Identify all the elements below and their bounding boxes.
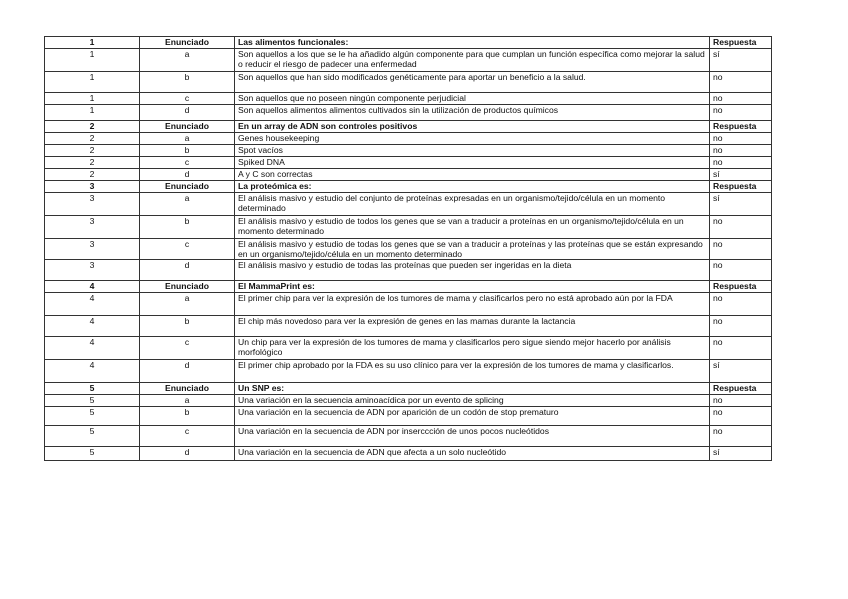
option-letter: c xyxy=(140,426,235,447)
option-question-number: 2 xyxy=(45,145,140,157)
answer-header: Respuesta xyxy=(710,181,772,193)
option-answer: no xyxy=(710,293,772,316)
enunciado-label: Enunciado xyxy=(140,383,235,395)
option-answer: sí xyxy=(710,193,772,216)
question-header-row xyxy=(45,181,772,193)
option-text: Son aquellos que han sido modificados genéticamente para aportar un beneficio a la salud. xyxy=(235,72,710,93)
option-text: Genes housekeeping xyxy=(235,133,710,145)
option-row xyxy=(45,93,772,105)
option-question-number: 2 xyxy=(45,157,140,169)
option-letter: c xyxy=(140,157,235,169)
option-answer: no xyxy=(710,239,772,260)
option-question-number: 5 xyxy=(45,407,140,426)
option-text: Son aquellos que no poseen ningún componente perjudicial xyxy=(235,93,710,105)
option-answer: no xyxy=(710,426,772,447)
option-question-number: 1 xyxy=(45,72,140,93)
option-letter: a xyxy=(140,395,235,407)
question-text: La proteómica es: xyxy=(235,181,710,193)
option-text: El primer chip para ver la expresión de los tumores de mama y clasificarlos pero no está aprobado aún por la FDA xyxy=(235,293,710,316)
option-text: Una variación en la secuencia aminoacídica por un evento de splicing xyxy=(235,395,710,407)
option-question-number: 3 xyxy=(45,260,140,281)
option-letter: d xyxy=(140,360,235,383)
option-letter: a xyxy=(140,133,235,145)
option-text: Una variación en la secuencia de ADN por inserccción de unos pocos nucleótidos xyxy=(235,426,710,447)
option-question-number: 3 xyxy=(45,193,140,216)
option-row xyxy=(45,395,772,407)
option-answer: sí xyxy=(710,360,772,383)
option-row xyxy=(45,447,772,461)
option-letter: d xyxy=(140,169,235,181)
answer-header: Respuesta xyxy=(710,121,772,133)
enunciado-label: Enunciado xyxy=(140,121,235,133)
option-question-number: 5 xyxy=(45,447,140,461)
option-letter: c xyxy=(140,93,235,105)
option-letter: a xyxy=(140,293,235,316)
option-question-number: 4 xyxy=(45,293,140,316)
option-text: Una variación en la secuencia de ADN por aparición de un codón de stop prematuro xyxy=(235,407,710,426)
option-text: Un chip para ver la expresión de los tumores de mama y clasificarlos pero sigue siendo mejor hacerlo por análisis morfológico xyxy=(235,337,710,360)
option-text: Una variación en la secuencia de ADN que afecta a un solo nucleótido xyxy=(235,447,710,461)
option-text: El análisis masivo y estudio del conjunto de proteínas expresadas en un organismo/tejido/célula en un momento determinado xyxy=(235,193,710,216)
option-row xyxy=(45,72,772,93)
question-text: El MammaPrint es: xyxy=(235,281,710,293)
enunciado-label: Enunciado xyxy=(140,37,235,49)
option-row xyxy=(45,157,772,169)
option-row xyxy=(45,145,772,157)
option-answer: no xyxy=(710,133,772,145)
option-text: Son aquellos a los que se le ha añadido algún componente para que cumplan un función específica como mejorar la salud o reducir el riesgo de padecer una enfermedad xyxy=(235,49,710,72)
question-text: Un SNP es: xyxy=(235,383,710,395)
option-answer: sí xyxy=(710,169,772,181)
option-question-number: 5 xyxy=(45,426,140,447)
question-number: 1 xyxy=(45,37,140,49)
option-letter: b xyxy=(140,316,235,337)
enunciado-label: Enunciado xyxy=(140,281,235,293)
question-number: 2 xyxy=(45,121,140,133)
option-row xyxy=(45,193,772,216)
option-answer: no xyxy=(710,105,772,121)
option-letter: a xyxy=(140,193,235,216)
question-header-row xyxy=(45,121,772,133)
option-question-number: 3 xyxy=(45,239,140,260)
option-answer: no xyxy=(710,337,772,360)
option-row xyxy=(45,105,772,121)
option-text: Son aquellos alimentos alimentos cultivados sin la utilización de productos químicos xyxy=(235,105,710,121)
option-text: El análisis masivo y estudio de todas las proteínas que pueden ser ingeridas en la dieta xyxy=(235,260,710,281)
option-row xyxy=(45,360,772,383)
option-letter: c xyxy=(140,239,235,260)
option-text: Spiked DNA xyxy=(235,157,710,169)
option-row xyxy=(45,260,772,281)
option-text: El chip más novedoso para ver la expresión de genes en las mamas durante la lactancia xyxy=(235,316,710,337)
option-letter: d xyxy=(140,260,235,281)
option-answer: no xyxy=(710,93,772,105)
option-letter: b xyxy=(140,216,235,239)
option-letter: b xyxy=(140,145,235,157)
option-row xyxy=(45,407,772,426)
quiz-table xyxy=(44,36,772,461)
answer-header: Respuesta xyxy=(710,37,772,49)
option-text: Spot vacíos xyxy=(235,145,710,157)
option-question-number: 1 xyxy=(45,105,140,121)
option-question-number: 1 xyxy=(45,49,140,72)
question-header-row xyxy=(45,383,772,395)
option-answer: sí xyxy=(710,447,772,461)
option-question-number: 4 xyxy=(45,316,140,337)
quiz-table-body xyxy=(45,37,772,461)
option-answer: no xyxy=(710,216,772,239)
option-question-number: 1 xyxy=(45,93,140,105)
option-answer: no xyxy=(710,316,772,337)
option-row xyxy=(45,169,772,181)
option-row xyxy=(45,239,772,260)
option-row xyxy=(45,316,772,337)
question-header-row xyxy=(45,281,772,293)
option-question-number: 4 xyxy=(45,360,140,383)
option-row xyxy=(45,426,772,447)
question-text: Las alimentos funcionales: xyxy=(235,37,710,49)
option-answer: no xyxy=(710,157,772,169)
option-question-number: 2 xyxy=(45,133,140,145)
answer-header: Respuesta xyxy=(710,383,772,395)
option-answer: no xyxy=(710,72,772,93)
question-number: 3 xyxy=(45,181,140,193)
answer-header: Respuesta xyxy=(710,281,772,293)
option-answer: no xyxy=(710,395,772,407)
option-answer: no xyxy=(710,260,772,281)
question-number: 5 xyxy=(45,383,140,395)
option-text: El primer chip aprobado por la FDA es su uso clínico para ver la expresión de los tumores de mama y clasificarlos. xyxy=(235,360,710,383)
enunciado-label: Enunciado xyxy=(140,181,235,193)
option-question-number: 5 xyxy=(45,395,140,407)
option-letter: d xyxy=(140,105,235,121)
option-answer: sí xyxy=(710,49,772,72)
option-letter: b xyxy=(140,407,235,426)
question-text: En un array de ADN son controles positivos xyxy=(235,121,710,133)
option-row xyxy=(45,133,772,145)
option-question-number: 2 xyxy=(45,169,140,181)
option-row xyxy=(45,216,772,239)
option-letter: a xyxy=(140,49,235,72)
option-text: A y C son correctas xyxy=(235,169,710,181)
option-question-number: 4 xyxy=(45,337,140,360)
option-letter: d xyxy=(140,447,235,461)
question-number: 4 xyxy=(45,281,140,293)
option-question-number: 3 xyxy=(45,216,140,239)
option-row xyxy=(45,337,772,360)
option-letter: b xyxy=(140,72,235,93)
option-text: El análisis masivo y estudio de todos los genes que se van a traducir a proteínas en un organismo/tejido/célula en un momento determinado xyxy=(235,216,710,239)
option-letter: c xyxy=(140,337,235,360)
option-answer: no xyxy=(710,145,772,157)
option-row xyxy=(45,49,772,72)
option-answer: no xyxy=(710,407,772,426)
question-header-row xyxy=(45,37,772,49)
option-row xyxy=(45,293,772,316)
option-text: El análisis masivo y estudio de todas los genes que se van a traducir a proteínas y las proteínas que se están expresando en un organismo/tejido/célula en un momento determinado xyxy=(235,239,710,260)
